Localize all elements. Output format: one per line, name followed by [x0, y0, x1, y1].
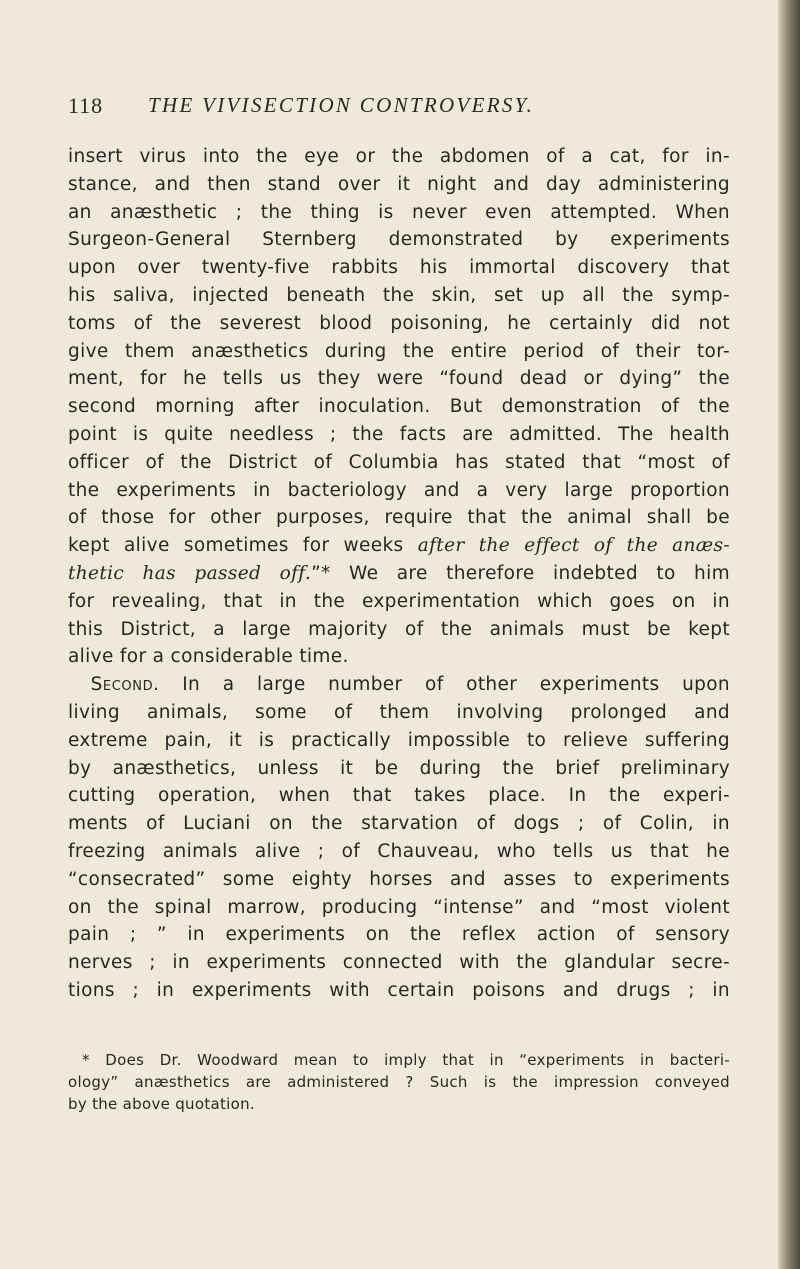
body-text [68, 143, 730, 1005]
footnote [68, 1049, 730, 1115]
text-line: extreme pain, it is practically impossible to relieve suffering [68, 729, 730, 751]
text-line: stance, and then stand over it night and day administering [68, 173, 730, 195]
text-line: his saliva, injected beneath the skin, set up all the symp- [68, 284, 730, 306]
text-line: for revealing, that in the experimentation which goes on in [68, 590, 730, 612]
italic-quote: after the effect of the anæs- [417, 535, 730, 557]
text-line: this District, a large majority of the animals must be kept [68, 618, 730, 640]
text-run: ”* We are therefore indebted to him [311, 562, 730, 584]
text-line: the experiments in bacteriology and a very large proportion [68, 479, 730, 501]
text-line: nerves ; in experiments connected with the glandular secre- [68, 952, 730, 974]
footnote-line: * Does Dr. Woodward mean to imply that in “experiments in bacteri- [82, 1051, 730, 1069]
section-label: Second. [90, 674, 160, 696]
text-line: upon over twenty-five rabbits his immortal discovery that [68, 257, 730, 279]
text-line: ments of Luciani on the starvation of dogs ; of Colin, in [68, 813, 730, 835]
running-title: THE VIVISECTION CONTROVERSY. [148, 93, 535, 117]
text-run: kept alive sometimes for weeks [68, 535, 418, 557]
text-line: on the spinal marrow, producing “intense” and “most violent [68, 896, 730, 918]
text-line: by anæsthetics, unless it be during the brief preliminary [68, 757, 730, 779]
text-line: cutting operation, when that takes place. In the experi- [68, 785, 730, 807]
text-line: second morning after inoculation. But demonstration of the [68, 396, 730, 418]
text-line [68, 532, 730, 560]
footnote-line: ology” anæsthetics are administered ? Such is the impression conveyed [68, 1073, 730, 1091]
text-line: of those for other purposes, require that the animal shall be [68, 507, 730, 529]
text-line: pain ; ” in experiments on the reflex action of sensory [68, 924, 730, 946]
footnote-line: by the above quotation. [68, 1095, 255, 1113]
page-number: 118 [68, 93, 104, 118]
text-line: point is quite needless ; the facts are admitted. The health [68, 423, 730, 445]
text-line: an anæsthetic ; the thing is never even attempted. When [68, 201, 730, 223]
text-line: “consecrated” some eighty horses and asses to experiments [68, 868, 730, 890]
text-line: freezing animals alive ; of Chauveau, who tells us that he [68, 840, 730, 862]
text-line: living animals, some of them involving prolonged and [68, 701, 730, 723]
italic-quote: thetic has passed off. [68, 562, 312, 584]
text-line: alive for a considerable time. [68, 646, 349, 668]
text-line: Surgeon-General Sternberg demonstrated by experiments [68, 229, 730, 251]
text-line: toms of the severest blood poisoning, he certainly did not [68, 312, 730, 334]
text-line: give them anæsthetics during the entire period of their tor- [68, 340, 730, 362]
text-line [68, 560, 730, 588]
text-line: ment, for he tells us they were “found dead or dying” the [68, 368, 730, 390]
page-header [68, 93, 728, 123]
text-run: In a large number of other experiments upon [159, 674, 730, 696]
page-edge-shadow [778, 0, 800, 1269]
text-line [68, 671, 730, 699]
text-line: insert virus into the eye or the abdomen of a cat, for in- [68, 146, 730, 167]
text-line: tions ; in experiments with certain poisons and drugs ; in [68, 979, 730, 1001]
text-line: officer of the District of Columbia has stated that “most of [68, 451, 730, 473]
